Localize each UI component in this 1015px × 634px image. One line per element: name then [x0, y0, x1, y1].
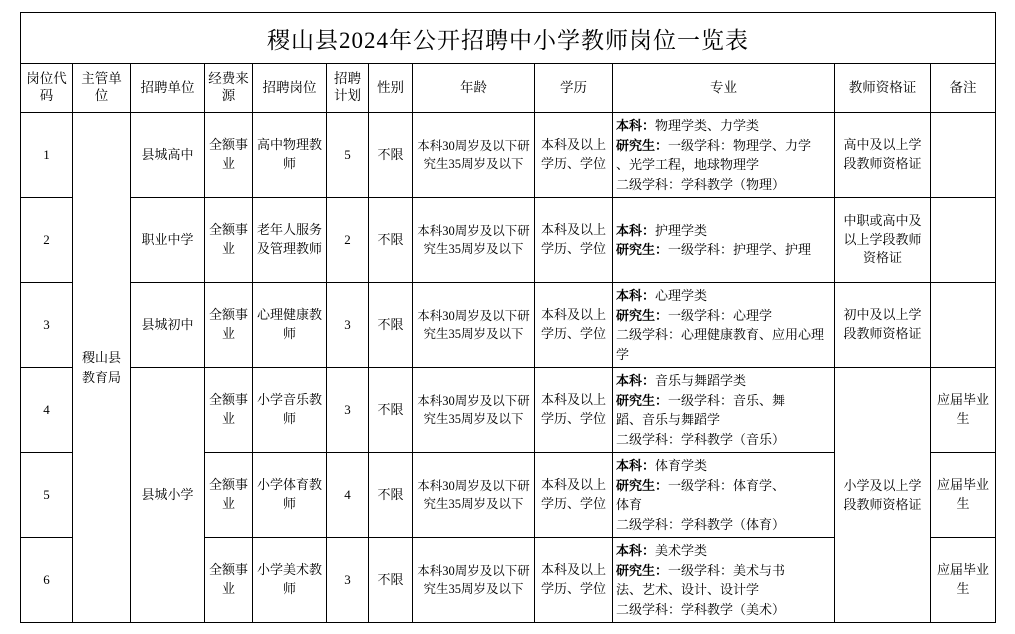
cell-age: 本科30周岁及以下研究生35周岁及以下 — [413, 368, 535, 453]
cell-job-code: 3 — [21, 283, 73, 368]
major-label: 本科： — [616, 543, 656, 558]
major-text: 一级学科：体育学、 — [668, 477, 786, 493]
major-label: 研究生： — [616, 477, 669, 493]
cell-teacher-certificate: 中职或高中及以上学段教师资格证 — [835, 198, 931, 283]
cell-recruit-position: 小学体育教师 — [253, 453, 327, 538]
cell-recruit-position: 心理健康教师 — [253, 283, 327, 368]
cell-major — [613, 538, 835, 623]
cell-gender: 不限 — [369, 113, 413, 198]
header-recruit-plan: 招聘计划 — [327, 64, 369, 113]
header-teacher-certificate: 教师资格证 — [835, 64, 931, 113]
major-text: 美术学类 — [655, 543, 708, 558]
cell-recruit-plan: 4 — [327, 453, 369, 538]
header-recruit-unit: 招聘单位 — [131, 64, 205, 113]
cell-remark — [931, 198, 996, 283]
cell-funding-source: 全额事业 — [205, 368, 253, 453]
cell-age: 本科30周岁及以下研究生35周岁及以下 — [413, 283, 535, 368]
cell-funding-source: 全额事业 — [205, 198, 253, 283]
cell-remark: 应届毕业生 — [931, 538, 996, 623]
major-label: 本科： — [616, 288, 656, 303]
cell-gender: 不限 — [369, 538, 413, 623]
cell-funding-source: 全额事业 — [205, 113, 253, 198]
major-label: 本科： — [616, 373, 656, 388]
major-label: 研究生： — [616, 307, 669, 323]
cell-recruit-unit: 县城高中 — [131, 113, 205, 198]
major-label: 研究生： — [616, 137, 669, 153]
cell-job-code: 1 — [21, 113, 73, 198]
cell-job-code: 5 — [21, 453, 73, 538]
page-title: 稷山县2024年公开招聘中小学教师岗位一览表 — [21, 13, 996, 64]
cell-teacher-certificate: 初中及以上学段教师资格证 — [835, 283, 931, 368]
cell-major — [613, 198, 835, 283]
major-label: 研究生： — [616, 242, 669, 257]
cell-recruit-position: 小学美术教师 — [253, 538, 327, 623]
major-text: 、光学工程，地球物理学 — [616, 157, 760, 172]
cell-job-code: 2 — [21, 198, 73, 283]
header-education: 学历 — [535, 64, 613, 113]
cell-gender: 不限 — [369, 283, 413, 368]
major-text: 二级学科：学科教学（音乐） — [616, 431, 786, 447]
cell-remark: 应届毕业生 — [931, 453, 996, 538]
cell-gender: 不限 — [369, 453, 413, 538]
cell-recruit-unit: 职业中学 — [131, 198, 205, 283]
cell-gender: 不限 — [369, 368, 413, 453]
major-text: 一级学科：物理学、力学 — [668, 137, 812, 153]
major-label: 本科： — [616, 458, 656, 473]
job-listing-table — [20, 12, 996, 623]
cell-supervisor-unit: 稷山县教育局 — [73, 113, 131, 623]
header-funding-source: 经费来源 — [205, 64, 253, 113]
major-text: 法、艺术、设计、设计学 — [616, 582, 760, 597]
cell-job-code: 4 — [21, 368, 73, 453]
cell-major — [613, 283, 835, 368]
cell-remark: 应届毕业生 — [931, 368, 996, 453]
major-text: 体育学类 — [655, 458, 708, 473]
table-row — [21, 368, 996, 453]
cell-funding-source: 全额事业 — [205, 453, 253, 538]
table-row — [21, 198, 996, 283]
major-text: 一级学科：护理学、护理 — [668, 242, 812, 257]
major-text: 二级学科：学科教学（美术） — [616, 601, 786, 617]
cell-recruit-plan: 3 — [327, 368, 369, 453]
major-label: 研究生： — [616, 562, 669, 578]
major-text: 一级学科：音乐、舞 — [668, 392, 786, 408]
cell-major — [613, 113, 835, 198]
cell-recruit-position: 高中物理教师 — [253, 113, 327, 198]
major-text: 一级学科：心理学 — [668, 307, 773, 323]
cell-age: 本科30周岁及以下研究生35周岁及以下 — [413, 113, 535, 198]
header-job-code: 岗位代码 — [21, 64, 73, 113]
cell-recruit-plan: 5 — [327, 113, 369, 198]
cell-age: 本科30周岁及以下研究生35周岁及以下 — [413, 538, 535, 623]
cell-recruit-plan: 2 — [327, 198, 369, 283]
cell-recruit-plan: 3 — [327, 283, 369, 368]
major-label: 研究生： — [616, 392, 669, 408]
cell-teacher-certificate: 小学及以上学段教师资格证 — [835, 368, 931, 623]
header-major: 专业 — [613, 64, 835, 113]
major-text: 二级学科：心理健康教育、应用心理学 — [616, 327, 825, 362]
cell-recruit-unit: 县城小学 — [131, 368, 205, 623]
major-label: 本科： — [616, 222, 656, 238]
header-gender: 性别 — [369, 64, 413, 113]
cell-recruit-unit: 县城初中 — [131, 283, 205, 368]
major-text: 护理学类 — [655, 222, 708, 238]
major-text: 音乐与舞蹈学类 — [655, 373, 747, 388]
major-text: 体育 — [616, 497, 643, 512]
cell-education: 本科及以上学历、学位 — [535, 113, 613, 198]
cell-remark — [931, 283, 996, 368]
cell-teacher-certificate: 高中及以上学段教师资格证 — [835, 113, 931, 198]
major-text: 一级学科：美术与书 — [668, 562, 786, 578]
cell-age: 本科30周岁及以下研究生35周岁及以下 — [413, 453, 535, 538]
major-text: 二级学科：学科教学（体育） — [616, 516, 786, 532]
major-text: 二级学科：学科教学（物理） — [616, 176, 786, 192]
cell-major — [613, 453, 835, 538]
cell-education: 本科及以上学历、学位 — [535, 368, 613, 453]
header-recruit-position: 招聘岗位 — [253, 64, 327, 113]
cell-major — [613, 368, 835, 453]
major-label: 本科： — [616, 118, 656, 133]
cell-gender: 不限 — [369, 198, 413, 283]
cell-recruit-position: 小学音乐教师 — [253, 368, 327, 453]
cell-education: 本科及以上学历、学位 — [535, 538, 613, 623]
cell-education: 本科及以上学历、学位 — [535, 283, 613, 368]
cell-funding-source: 全额事业 — [205, 283, 253, 368]
cell-education: 本科及以上学历、学位 — [535, 453, 613, 538]
table-row — [21, 283, 996, 368]
cell-recruit-position: 老年人服务及管理教师 — [253, 198, 327, 283]
major-text: 蹈、音乐与舞蹈学 — [616, 412, 721, 427]
cell-education: 本科及以上学历、学位 — [535, 198, 613, 283]
header-supervisor-unit: 主管单位 — [73, 64, 131, 113]
cell-age: 本科30周岁及以下研究生35周岁及以下 — [413, 198, 535, 283]
table-row — [21, 113, 996, 198]
cell-funding-source: 全额事业 — [205, 538, 253, 623]
cell-recruit-plan: 3 — [327, 538, 369, 623]
major-text: 心理学类 — [655, 288, 708, 303]
header-age: 年龄 — [413, 64, 535, 113]
cell-job-code: 6 — [21, 538, 73, 623]
header-remark: 备注 — [931, 64, 996, 113]
cell-remark — [931, 113, 996, 198]
table-header-row — [21, 64, 996, 113]
major-text: 物理学类、力学类 — [655, 118, 760, 133]
